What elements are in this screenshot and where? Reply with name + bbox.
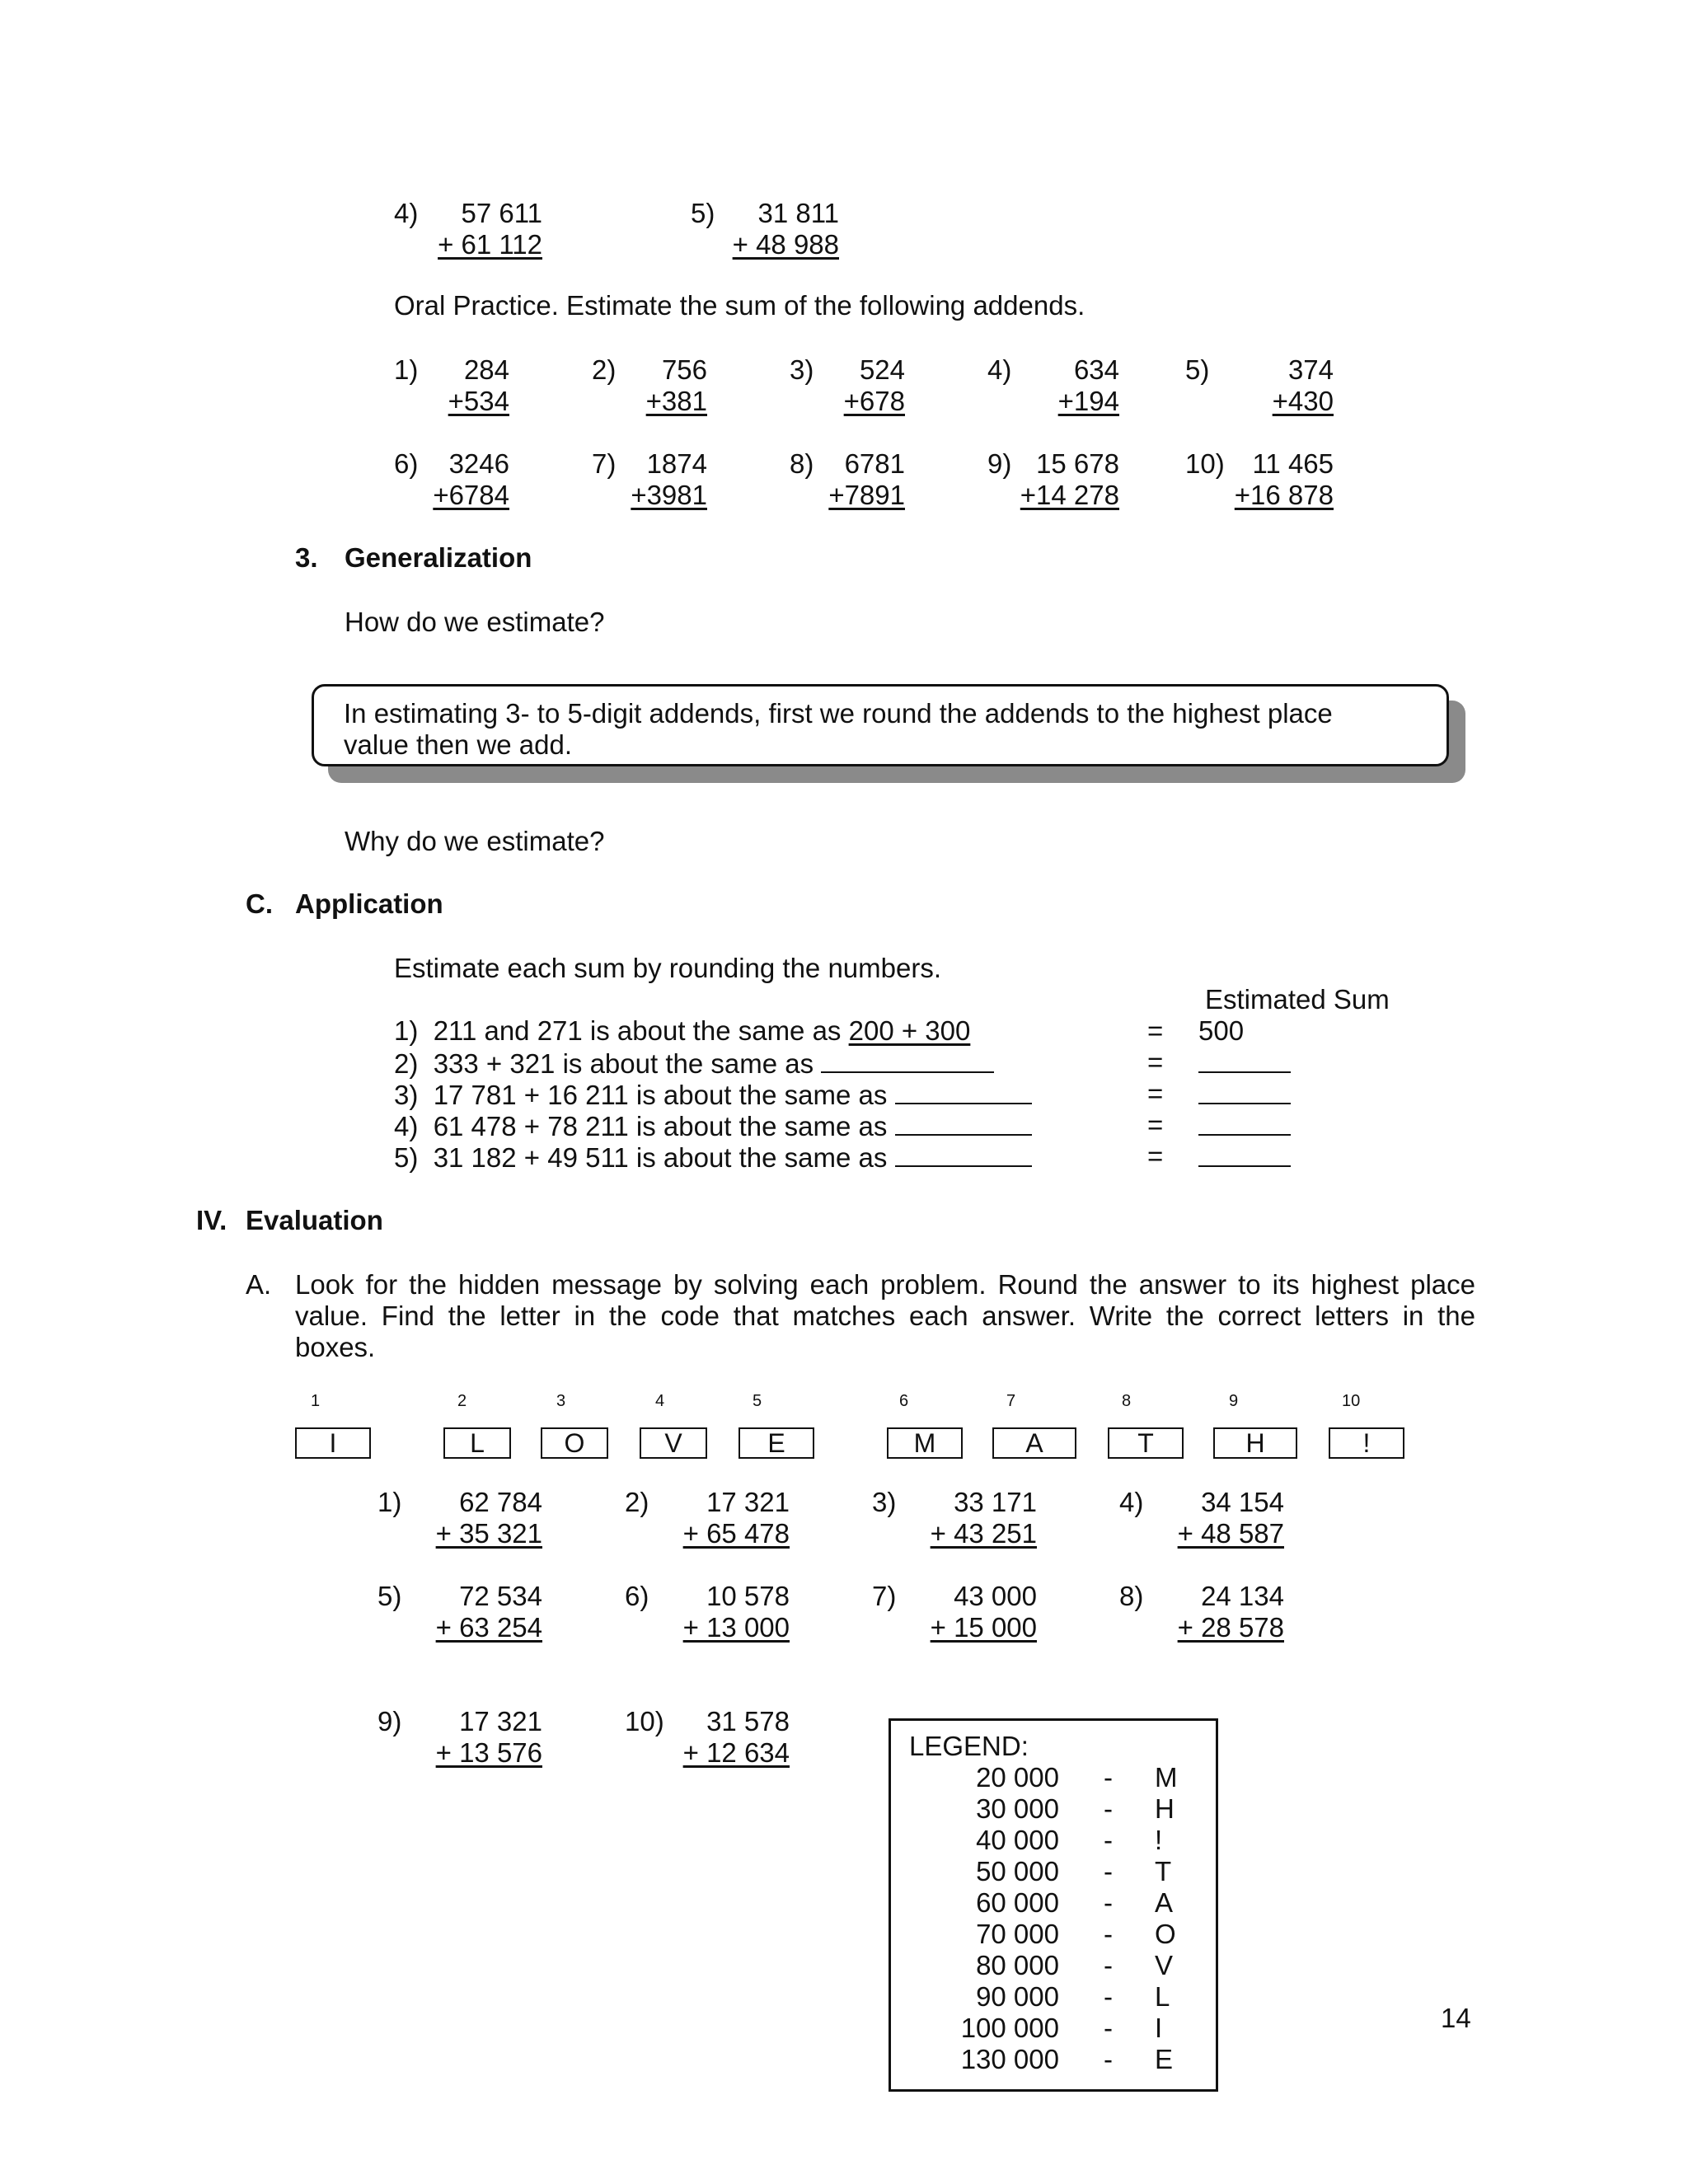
evaluation-problem-2: [625, 1487, 790, 1549]
legend-letter: T: [1155, 1856, 1172, 1886]
box-number: 2: [457, 1392, 467, 1410]
box-number: 5: [753, 1392, 762, 1410]
answer-box-7[interactable]: A: [992, 1427, 1076, 1459]
generalization-callout: [312, 684, 1449, 766]
callout-line-2: value then we add.: [344, 729, 573, 760]
answer-box-2[interactable]: L: [443, 1427, 511, 1459]
addend-bottom: +534: [448, 386, 509, 416]
addend-bottom: +16 878: [1234, 480, 1334, 510]
item-text: 17 781 + 16 211 is about the same as: [433, 1080, 888, 1110]
legend-dash: -: [1104, 1793, 1113, 1824]
addend-top: 756: [661, 354, 707, 385]
addend-top: 374: [1287, 354, 1334, 385]
top-problem-4: [394, 198, 542, 260]
box-number: 3: [556, 1392, 566, 1410]
box-number: 10: [1342, 1392, 1361, 1410]
legend-dash: -: [1104, 1762, 1113, 1793]
legend-dash: -: [1104, 2013, 1113, 2043]
addend-bottom: + 35 321: [435, 1518, 542, 1549]
oral-practice-title: Oral Practice. Estimate the sum of the following addends.: [394, 290, 1085, 321]
legend-box: [889, 1718, 1218, 2092]
legend-letter: !: [1155, 1825, 1163, 1855]
item-number: 1): [394, 1015, 419, 1046]
item-number: 4): [394, 1111, 419, 1141]
legend-value: 50 000: [976, 1856, 1059, 1886]
legend-letter: V: [1155, 1950, 1174, 1980]
evaluation-a-instruction-2: value. Find the letter in the code that matches each answer. Write the correct letters in the: [295, 1301, 1475, 1331]
legend-letter: H: [1155, 1793, 1175, 1824]
addend-bottom: + 48 587: [1177, 1518, 1284, 1549]
problem-number: 8): [1119, 1581, 1144, 1611]
addend-bottom: + 28 578: [1177, 1612, 1284, 1643]
estimated-sum-value: 500: [1198, 1015, 1245, 1046]
problem-number: 5): [377, 1581, 402, 1611]
equals-sign: =: [1147, 1141, 1164, 1171]
addend-bottom: + 13 576: [435, 1737, 542, 1768]
problem-number: 1): [377, 1487, 402, 1517]
application-item-4: [394, 1109, 1032, 1142]
evaluation-problem-10: [625, 1706, 790, 1769]
addend-top: 10 578: [706, 1581, 790, 1611]
equals-sign: =: [1147, 1109, 1164, 1140]
evaluation-problem-4: [1119, 1487, 1284, 1549]
evaluation-numeral: IV.: [196, 1205, 227, 1235]
legend-value: 130 000: [960, 2044, 1059, 2074]
problem-number: 4): [987, 354, 1012, 385]
addend-top: 17 321: [706, 1487, 790, 1517]
legend-letter: L: [1155, 1981, 1170, 2012]
evaluation-a-instruction-3: boxes.: [295, 1332, 376, 1362]
sum-blank[interactable]: [1198, 1141, 1291, 1174]
addend-bottom: +678: [843, 386, 905, 416]
item-answer: 200 + 300: [848, 1015, 971, 1046]
oral-problem-4: [987, 354, 1119, 417]
oral-problem-10: [1185, 448, 1334, 511]
problem-number: 8): [790, 448, 814, 479]
evaluation-problem-6: [625, 1581, 790, 1643]
page-number: 14: [1441, 2003, 1471, 2033]
oral-problem-5: [1185, 354, 1334, 417]
generalization-number: 3.: [295, 542, 318, 573]
answer-blank[interactable]: [895, 1109, 1032, 1136]
application-item-3: [394, 1078, 1032, 1111]
item-text: 31 182 + 49 511 is about the same as: [433, 1142, 888, 1173]
addend-top: 284: [463, 354, 509, 385]
problem-number: 2): [625, 1487, 649, 1517]
problem-number: 9): [987, 448, 1012, 479]
item-number: 2): [394, 1048, 419, 1079]
oral-problem-2: [592, 354, 707, 417]
addend-top: 6781: [844, 448, 905, 479]
legend-value: 60 000: [976, 1887, 1059, 1918]
legend-letter: O: [1155, 1919, 1176, 1949]
problem-number: 6): [394, 448, 419, 479]
addend-bottom: + 13 000: [682, 1612, 790, 1643]
addend-top: 24 134: [1201, 1581, 1284, 1611]
item-text: 211 and 271 is about the same as: [433, 1015, 842, 1046]
generalization-question-how: How do we estimate?: [345, 607, 605, 637]
evaluation-problem-1: [377, 1487, 542, 1549]
legend-dash: -: [1104, 1887, 1113, 1918]
box-number: 9: [1229, 1392, 1239, 1410]
legend-value: 20 000: [976, 1762, 1059, 1793]
box-number: 1: [311, 1392, 321, 1410]
evaluation-problem-5: [377, 1581, 542, 1643]
addend-bottom: +194: [1057, 386, 1119, 416]
box-number: 7: [1006, 1392, 1016, 1410]
problem-number: 10): [1185, 448, 1225, 479]
box-number: 8: [1122, 1392, 1132, 1410]
legend-value: 90 000: [976, 1981, 1059, 2012]
equals-sign: =: [1147, 1078, 1164, 1108]
oral-problem-3: [790, 354, 905, 417]
oral-problem-1: [394, 354, 509, 417]
problem-number: 2): [592, 354, 617, 385]
legend-dash: -: [1104, 1981, 1113, 2012]
addend-bottom: +430: [1272, 386, 1334, 416]
application-instruction: Estimate each sum by rounding the numbers.: [394, 953, 942, 983]
callout-line-1: In estimating 3- to 5-digit addends, first we round the addends to the highest place: [344, 698, 1333, 729]
problem-number: 4): [1119, 1487, 1144, 1517]
application-letter: C.: [246, 888, 273, 919]
legend-dash: -: [1104, 1825, 1113, 1855]
evaluation-problem-7: [872, 1581, 1037, 1643]
evaluation-heading: Evaluation: [246, 1205, 383, 1235]
legend-dash: -: [1104, 2044, 1113, 2074]
addend-bottom: + 43 251: [930, 1518, 1037, 1549]
addend-top: 3246: [448, 448, 509, 479]
addend-bottom: + 15 000: [930, 1612, 1037, 1643]
legend-letter: M: [1155, 1762, 1178, 1793]
evaluation-problem-9: [377, 1706, 542, 1769]
addend-bottom: +381: [645, 386, 707, 416]
problem-number: 5): [1185, 354, 1210, 385]
addend-bottom: +14 278: [1020, 480, 1119, 510]
addend-bottom: + 12 634: [682, 1737, 790, 1768]
answer-blank[interactable]: [895, 1141, 1032, 1167]
addend-top: 43 000: [954, 1581, 1037, 1611]
equals-sign: =: [1147, 1047, 1164, 1077]
application-item-1: [394, 1015, 970, 1047]
generalization-heading: Generalization: [345, 542, 532, 573]
addend-top: 15 678: [1036, 448, 1119, 479]
sum-blank[interactable]: [1198, 1109, 1291, 1142]
addend-top: 34 154: [1201, 1487, 1284, 1517]
item-number: 5): [394, 1142, 419, 1173]
legend-dash: -: [1104, 1919, 1113, 1949]
legend-value: 40 000: [976, 1825, 1059, 1855]
addend-top: 62 784: [459, 1487, 542, 1517]
addend-top: 57 611: [461, 198, 542, 228]
addend-top: 33 171: [954, 1487, 1037, 1517]
addend-bottom: +6784: [433, 480, 509, 510]
addend-top: 1874: [646, 448, 707, 479]
legend-value: 100 000: [960, 2013, 1059, 2043]
answer-box-1[interactable]: I: [295, 1427, 371, 1459]
legend-dash: -: [1104, 1950, 1113, 1980]
problem-number: 4): [394, 198, 419, 228]
legend-letter: E: [1155, 2044, 1174, 2074]
evaluation-a-letter: A.: [246, 1269, 272, 1300]
problem-number: 7): [592, 448, 617, 479]
oral-problem-9: [987, 448, 1119, 511]
addend-top: 17 321: [459, 1706, 542, 1736]
problem-number: 5): [691, 198, 715, 228]
addend-bottom: + 65 478: [682, 1518, 790, 1549]
addend-top: 524: [859, 354, 905, 385]
answer-box-8[interactable]: T: [1108, 1427, 1184, 1459]
addend-top: 634: [1073, 354, 1119, 385]
application-item-5: [394, 1141, 1032, 1174]
addend-bottom: +7891: [828, 480, 905, 510]
evaluation-problem-8: [1119, 1581, 1284, 1643]
box-number: 6: [899, 1392, 909, 1410]
oral-problem-7: [592, 448, 707, 511]
oral-problem-8: [790, 448, 905, 511]
answer-box-6[interactable]: M: [887, 1427, 963, 1459]
equals-sign: =: [1147, 1015, 1164, 1046]
answer-box-9[interactable]: H: [1213, 1427, 1297, 1459]
box-number: 4: [655, 1392, 665, 1410]
addend-top: 31 578: [706, 1706, 790, 1736]
legend-dash: -: [1104, 1856, 1113, 1886]
application-item-2: [394, 1047, 994, 1080]
addend-top: 31 811: [757, 198, 839, 228]
sum-blank[interactable]: [1198, 1047, 1291, 1080]
answer-blank[interactable]: [821, 1047, 994, 1073]
legend-title: LEGEND:: [909, 1731, 1029, 1761]
legend-letter: A: [1155, 1887, 1174, 1918]
sum-blank[interactable]: [1198, 1078, 1291, 1111]
answer-box-3[interactable]: O: [541, 1427, 608, 1459]
legend-value: 70 000: [976, 1919, 1059, 1949]
evaluation-problem-3: [872, 1487, 1037, 1549]
legend-value: 80 000: [976, 1950, 1059, 1980]
oral-problem-6: [394, 448, 509, 511]
problem-number: 6): [625, 1581, 649, 1611]
generalization-question-why: Why do we estimate?: [345, 826, 605, 856]
item-text: 333 + 321 is about the same as: [433, 1048, 814, 1079]
addend-bottom: + 48 988: [732, 229, 839, 260]
problem-number: 7): [872, 1581, 897, 1611]
evaluation-a-instruction-1: Look for the hidden message by solving each problem. Round the answer to its highest place: [295, 1269, 1475, 1300]
addend-bottom: + 61 112: [438, 229, 542, 260]
addend-top: 72 534: [459, 1581, 542, 1611]
legend-letter: I: [1155, 2013, 1163, 2043]
addend-top: 11 465: [1252, 448, 1334, 479]
estimated-sum-header: Estimated Sum: [1205, 984, 1390, 1015]
problem-number: 3): [790, 354, 814, 385]
problem-number: 9): [377, 1706, 402, 1736]
problem-number: 10): [625, 1706, 664, 1736]
application-heading: Application: [295, 888, 443, 919]
problem-number: 1): [394, 354, 419, 385]
addend-bottom: +3981: [631, 480, 707, 510]
legend-value: 30 000: [976, 1793, 1059, 1824]
addend-bottom: + 63 254: [435, 1612, 542, 1643]
top-problem-5: [691, 198, 839, 260]
answer-box-10[interactable]: !: [1329, 1427, 1404, 1459]
answer-blank[interactable]: [895, 1078, 1032, 1104]
item-text: 61 478 + 78 211 is about the same as: [433, 1111, 888, 1141]
answer-box-5[interactable]: E: [738, 1427, 814, 1459]
answer-box-4[interactable]: V: [640, 1427, 707, 1459]
item-number: 3): [394, 1080, 419, 1110]
problem-number: 3): [872, 1487, 897, 1517]
